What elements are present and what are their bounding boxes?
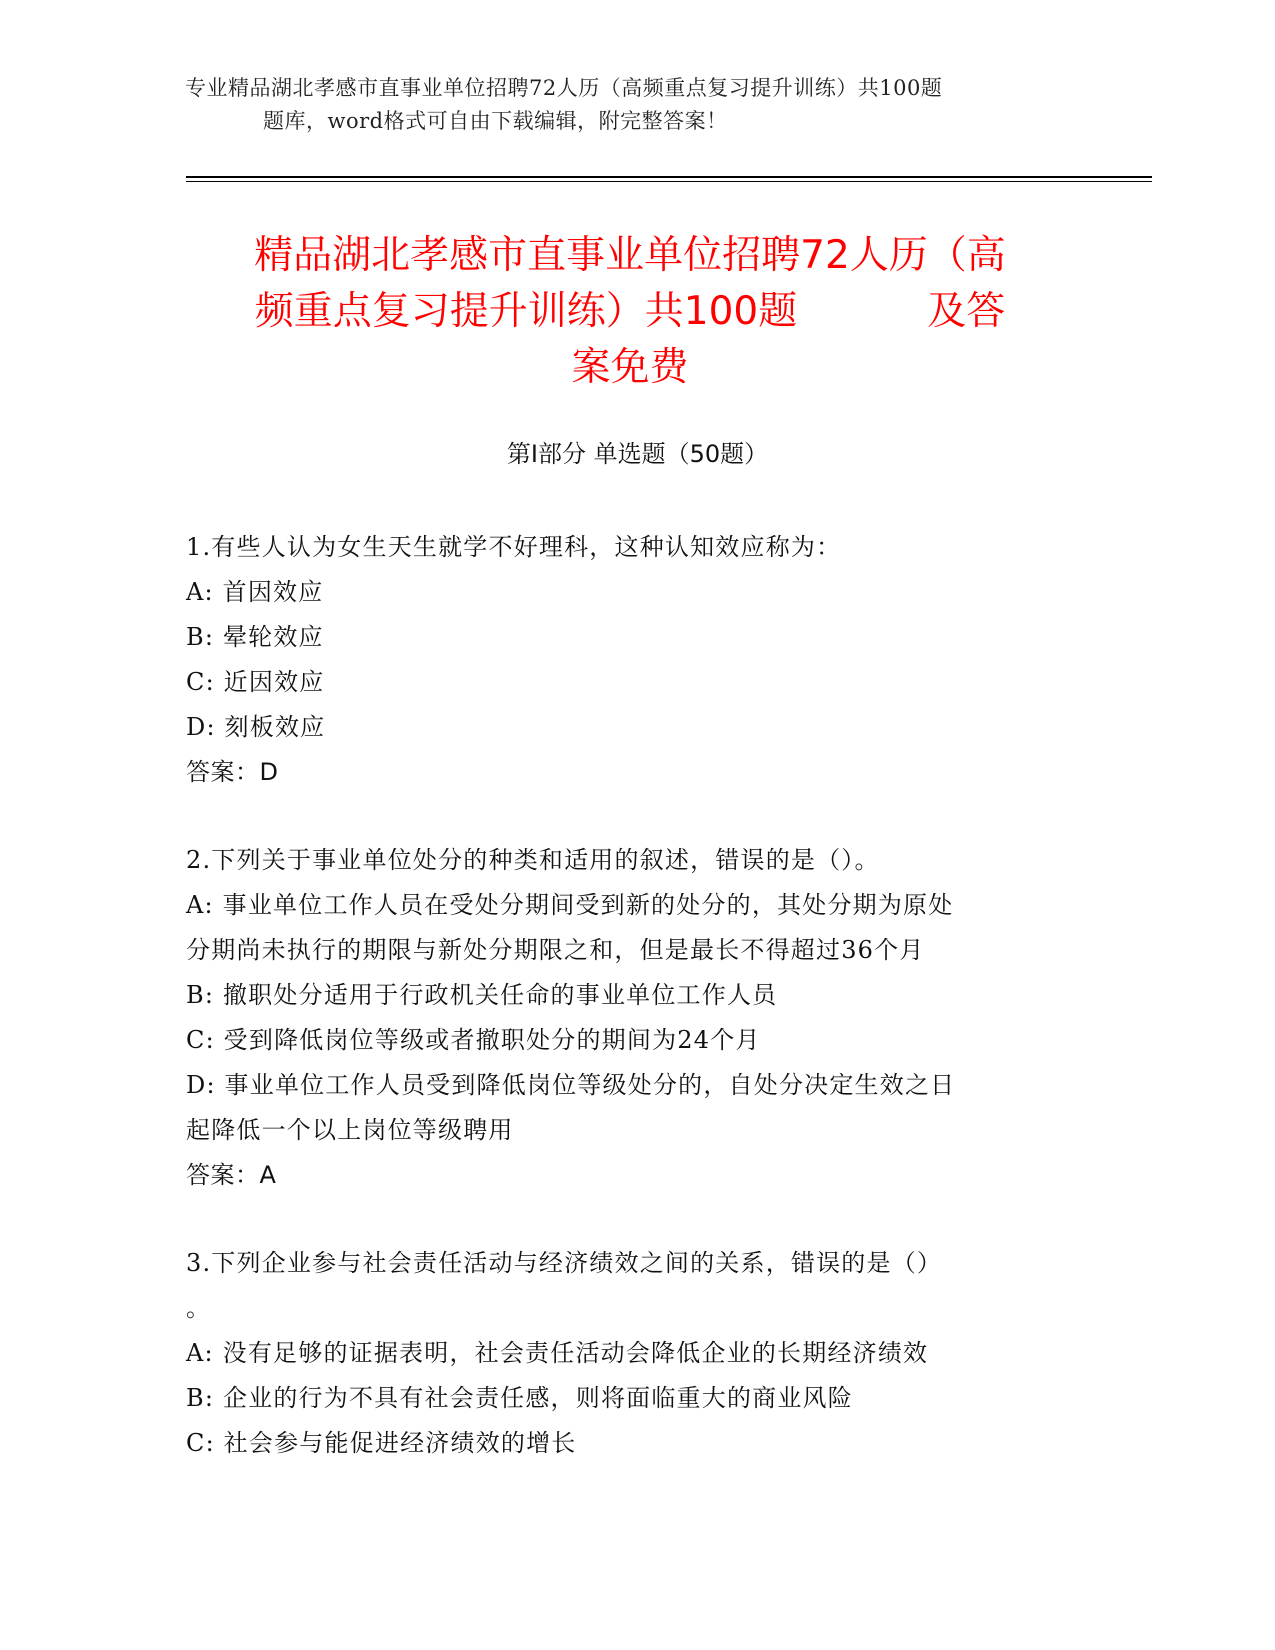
title-line-2 <box>180 284 1080 340</box>
question-option: 起降低一个以上岗位等级聘用 <box>186 1116 514 1144</box>
question-option: D: 事业单位工作人员受到降低岗位等级处分的，自处分决定生效之日 <box>186 1071 956 1099</box>
question-answer: 答案：A <box>186 1161 277 1189</box>
question-item <box>186 1241 1066 1466</box>
question-option: C: 社会参与能促进经济绩效的增长 <box>186 1429 577 1457</box>
question-stem: 3.下列企业参与社会责任活动与经济绩效之间的关系，错误的是（） <box>186 1249 943 1277</box>
question-stem: 1.有些人认为女生天生就学不好理科，这种认知效应称为： <box>186 533 842 561</box>
question-stem: 。 <box>186 1294 212 1322</box>
question-item <box>186 525 1066 795</box>
header-line-1: 专业精品湖北孝感市直事业单位招聘72人历（高频重点复习提升训练）共100题 <box>185 76 943 100</box>
document-title <box>180 228 1080 396</box>
question-stem: 2.下列关于事业单位处分的种类和适用的叙述，错误的是（）。 <box>186 846 880 874</box>
question-option: A: 没有足够的证据表明，社会责任活动会降低企业的长期经济绩效 <box>186 1339 929 1367</box>
question-option: A: 事业单位工作人员在受处分期间受到新的处分的，其处分期为原处 <box>186 891 954 919</box>
question-option: A: 首因效应 <box>186 578 324 606</box>
question-option: D: 刻板效应 <box>186 713 326 741</box>
question-option: C: 近因效应 <box>186 668 325 696</box>
title-line-3: 案免费 <box>571 345 689 390</box>
page-header <box>185 72 1085 138</box>
question-option: B: 企业的行为不具有社会责任感，则将面临重大的商业风险 <box>186 1384 853 1412</box>
title-line-2b: 及答 <box>927 289 1006 334</box>
question-answer: 答案：D <box>186 758 279 786</box>
question-option: 分期尚未执行的期限与新处分期限之和，但是最长不得超过36个月 <box>186 936 925 964</box>
title-line-2a: 频重点复习提升训练）共100题 <box>254 289 798 334</box>
question-option: B: 晕轮效应 <box>186 623 324 651</box>
header-rule-thick <box>186 176 1152 178</box>
header-rule-thin <box>186 181 1152 182</box>
question-option: B: 撤职处分适用于行政机关任命的事业单位工作人员 <box>186 981 778 1009</box>
header-line-2: 题库，word格式可自由下载编辑，附完整答案！ <box>263 109 728 133</box>
title-line-1: 精品湖北孝感市直事业单位招聘72人历（高 <box>254 233 1006 278</box>
question-item <box>186 838 1066 1198</box>
question-option: C: 受到降低岗位等级或者撤职处分的期间为24个月 <box>186 1026 761 1054</box>
section-title: 第Ⅰ部分 单选题（50题） <box>506 440 769 468</box>
question-list <box>186 525 1066 1509</box>
